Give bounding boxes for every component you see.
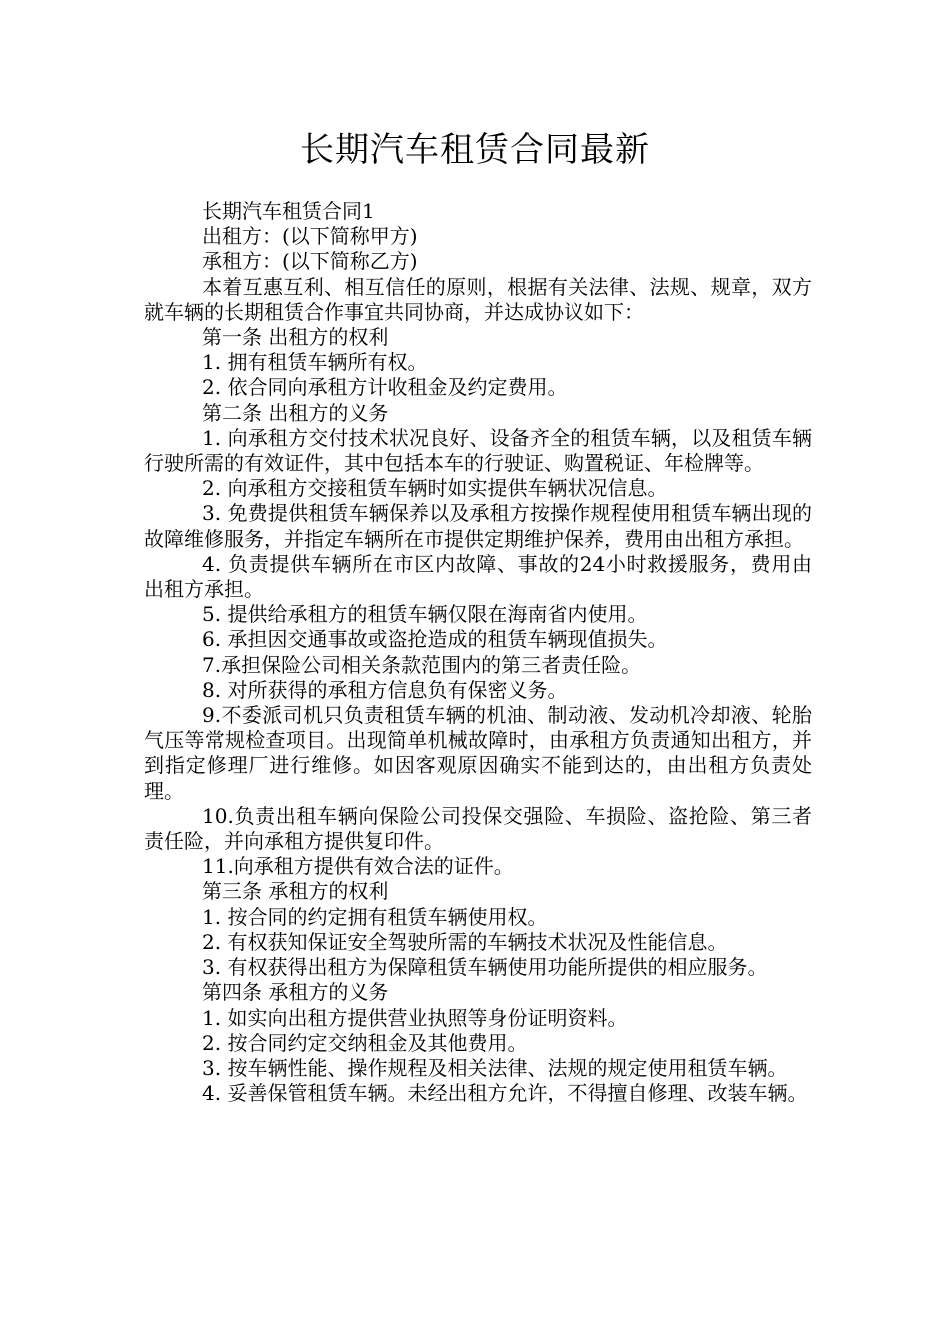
paragraph-lessee: 承租方：(以下简称乙方) xyxy=(202,249,418,274)
article-heading-3: 第三条 承租方的权利 xyxy=(202,879,389,904)
clause-item: 4. 负责提供车辆所在市区内故障、事故的24小时救援服务，费用由出租方承担。 xyxy=(144,551,812,602)
clause-item: 10.负责出租车辆向保险公司投保交强险、车损险、盗抢险、第三者责任险，并向承租方提供复印件。 xyxy=(144,803,812,854)
clause-item: 9.不委派司机只负责租赁车辆的机油、制动液、发动机冷却液、轮胎气压等常规检查项目。出现简单机械故障时，由承租方负责通知出租方，并到指定修理厂进行维修。如因客观原因确实不能到达的，由出租方负责处理。 xyxy=(144,703,812,803)
clause-item: 1. 按合同的约定拥有租赁车辆使用权。 xyxy=(202,904,548,929)
clause-item: 2. 向承租方交接租赁车辆时如实提供车辆状况信息。 xyxy=(202,476,668,501)
document-body xyxy=(144,199,812,1106)
clause-item: 2. 依合同向承租方计收租金及约定费用。 xyxy=(202,375,568,400)
clause-item: 1. 拥有租赁车辆所有权。 xyxy=(202,350,428,375)
article-heading-2: 第二条 出租方的义务 xyxy=(202,400,389,425)
clause-item: 7.承担保险公司相关条款范围内的第三者责任险。 xyxy=(202,652,642,677)
article-heading-1: 第一条 出租方的权利 xyxy=(202,325,389,350)
paragraph-preamble: 本着互惠互利、相互信任的原则，根据有关法律、法规、规章，双方就车辆的长期租赁合作事宜共同协商，并达成协议如下： xyxy=(144,274,812,324)
clause-item: 3. 按车辆性能、操作规程及相关法律、法规的规定使用租赁车辆。 xyxy=(202,1055,788,1080)
clause-item: 4. 妥善保管租赁车辆。未经出租方允许，不得擅自修理、改装车辆。 xyxy=(202,1081,808,1106)
clause-item: 2. 有权获知保证安全驾驶所需的车辆技术状况及性能信息。 xyxy=(202,929,728,954)
paragraph-lessor: 出租方：(以下简称甲方) xyxy=(202,224,418,249)
clause-item: 2. 按合同约定交纳租金及其他费用。 xyxy=(202,1030,528,1055)
clause-item: 8. 对所获得的承租方信息负有保密义务。 xyxy=(202,677,568,702)
clause-item: 3. 免费提供租赁车辆保养以及承租方按操作规程使用租赁车辆出现的故障维修服务，并指定车辆所在市提供定期维护保养，费用由出租方承担。 xyxy=(144,501,812,551)
paragraph-contract-heading: 长期汽车租赁合同1 xyxy=(202,199,375,223)
clause-item: 1. 向承租方交付技术状况良好、设备齐全的租赁车辆，以及租赁车辆行驶所需的有效证件，其中包括本车的行驶证、购置税证、年检牌等。 xyxy=(144,425,812,476)
clause-item: 1. 如实向出租方提供营业执照等身份证明资料。 xyxy=(202,1005,628,1030)
clause-item: 11.向承租方提供有效合法的证件。 xyxy=(202,854,514,879)
clause-item: 6. 承担因交通事故或盗抢造成的租赁车辆现值损失。 xyxy=(202,627,668,652)
document-title: 长期汽车租赁合同最新 xyxy=(300,130,650,170)
clause-item: 5. 提供给承租方的租赁车辆仅限在海南省内使用。 xyxy=(202,602,648,627)
article-heading-4: 第四条 承租方的义务 xyxy=(202,980,389,1005)
clause-item: 3. 有权获得出租方为保障租赁车辆使用功能所提供的相应服务。 xyxy=(202,955,768,980)
